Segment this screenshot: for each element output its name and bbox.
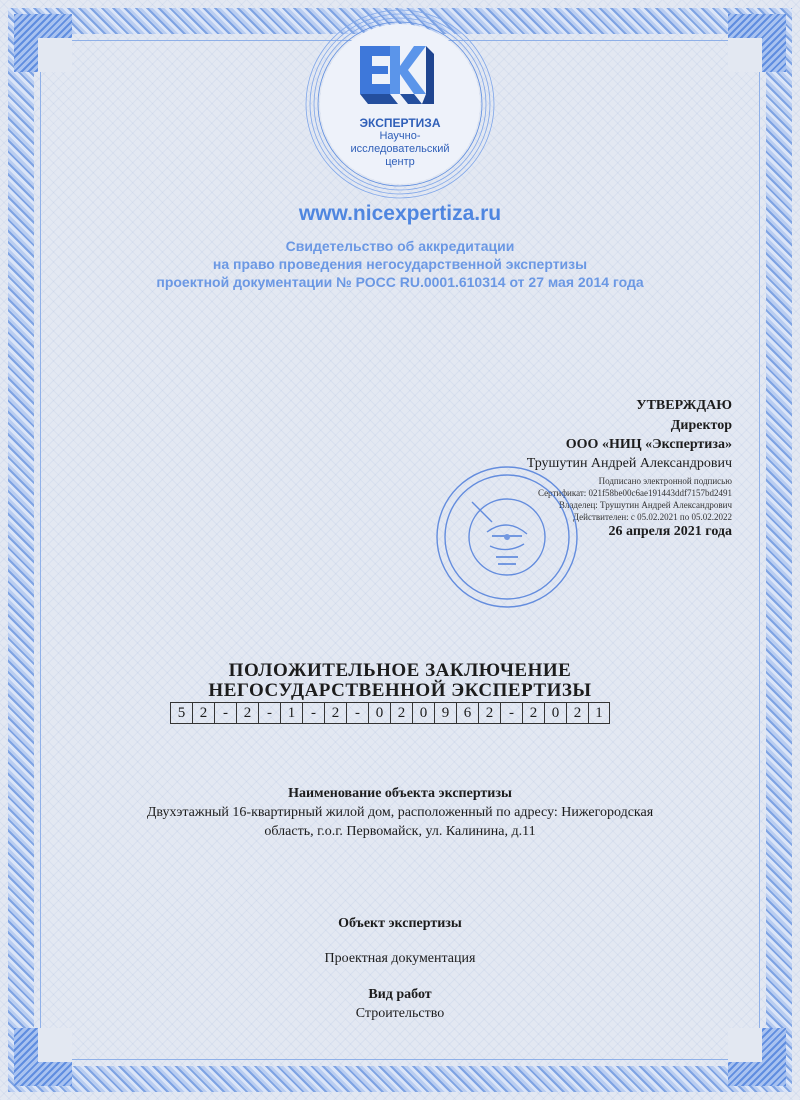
corner-ornament-top-right <box>728 14 786 72</box>
approver-position: Директор <box>670 418 732 433</box>
conclusion-title-line1: ПОЛОЖИТЕЛЬНОЕ ЗАКЛЮЧЕНИЕ <box>228 660 572 681</box>
corner-ornament-bottom-left <box>14 1028 72 1086</box>
number-digit-box: 9 <box>434 702 456 724</box>
object-name-line1: Двухэтажный 16-квартирный жилой дом, расположенный по адресу: Нижегородская <box>146 805 654 820</box>
logo-rosette-icon <box>302 6 498 202</box>
number-digit-box: 6 <box>456 702 478 724</box>
number-digit-box: 0 <box>368 702 390 724</box>
approver-name: Трушутин Андрей Александрович <box>526 456 732 471</box>
conclusion-title-line2: НЕГОСУДАРСТВЕННОЙ ЭКСПЕРТИЗЫ <box>208 680 592 701</box>
accreditation-line1: Свидетельство об аккредитации <box>285 238 515 254</box>
number-digit-box: 2 <box>236 702 258 724</box>
conclusion-number-boxes <box>170 702 610 724</box>
logo-subtitle-line1: Научно- <box>379 130 421 142</box>
approval-date: 26 апреля 2021 года <box>608 524 732 539</box>
object-name-label: Наименование объекта экспертизы <box>288 786 512 801</box>
number-digit-box: 2 <box>390 702 412 724</box>
number-digit-box: - <box>500 702 522 724</box>
logo-subtitle-line2: исследовательский <box>350 143 450 155</box>
approver-organization: ООО «НИЦ «Экспертиза» <box>565 437 732 452</box>
seal-stamp-icon <box>432 462 582 612</box>
number-digit-box: - <box>302 702 324 724</box>
number-digit-box: 1 <box>280 702 302 724</box>
logo-brand-text: ЭКСПЕРТИЗА <box>359 116 441 130</box>
corner-ornament-bottom-right <box>728 1028 786 1086</box>
approve-heading: УТВЕРЖДАЮ <box>636 398 732 413</box>
esign-note: Подписано электронной подписью <box>598 476 732 486</box>
esign-validity: Действителен: с 05.02.2021 по 05.02.2022 <box>572 512 732 522</box>
object-name-line2: область, г.о.г. Первомайск, ул. Калинина, д.11 <box>264 824 536 839</box>
number-digit-box: - <box>214 702 236 724</box>
accreditation-line3: проектной документации № РОСС RU.0001.610314 от 27 мая 2014 года <box>156 274 644 290</box>
expertise-object-label: Объект экспертизы <box>338 916 462 931</box>
number-digit-box: - <box>346 702 368 724</box>
number-digit-box: 0 <box>544 702 566 724</box>
number-digit-box: 1 <box>588 702 610 724</box>
accreditation-line2: на право проведения негосударственной экспертизы <box>212 256 588 272</box>
number-digit-box: 5 <box>170 702 192 724</box>
number-digit-box: 2 <box>192 702 214 724</box>
expertise-object-value: Проектная документация <box>324 951 476 966</box>
number-digit-box: 2 <box>566 702 588 724</box>
esign-certificate: Сертификат: 021f58be00c6ae191443ddf7157bd2491 <box>537 488 732 498</box>
number-digit-box: 2 <box>324 702 346 724</box>
logo-subtitle-line3: центр <box>385 156 415 168</box>
website-url: www.nicexpertiza.ru <box>298 202 502 225</box>
work-type-label: Вид работ <box>368 987 432 1002</box>
number-digit-box: 2 <box>522 702 544 724</box>
esign-owner: Владелец: Трушутин Андрей Александрович <box>558 500 732 510</box>
number-digit-box: 0 <box>412 702 434 724</box>
work-type-value: Строительство <box>355 1006 445 1021</box>
number-digit-box: 2 <box>478 702 500 724</box>
corner-ornament-top-left <box>14 14 72 72</box>
number-digit-box: - <box>258 702 280 724</box>
